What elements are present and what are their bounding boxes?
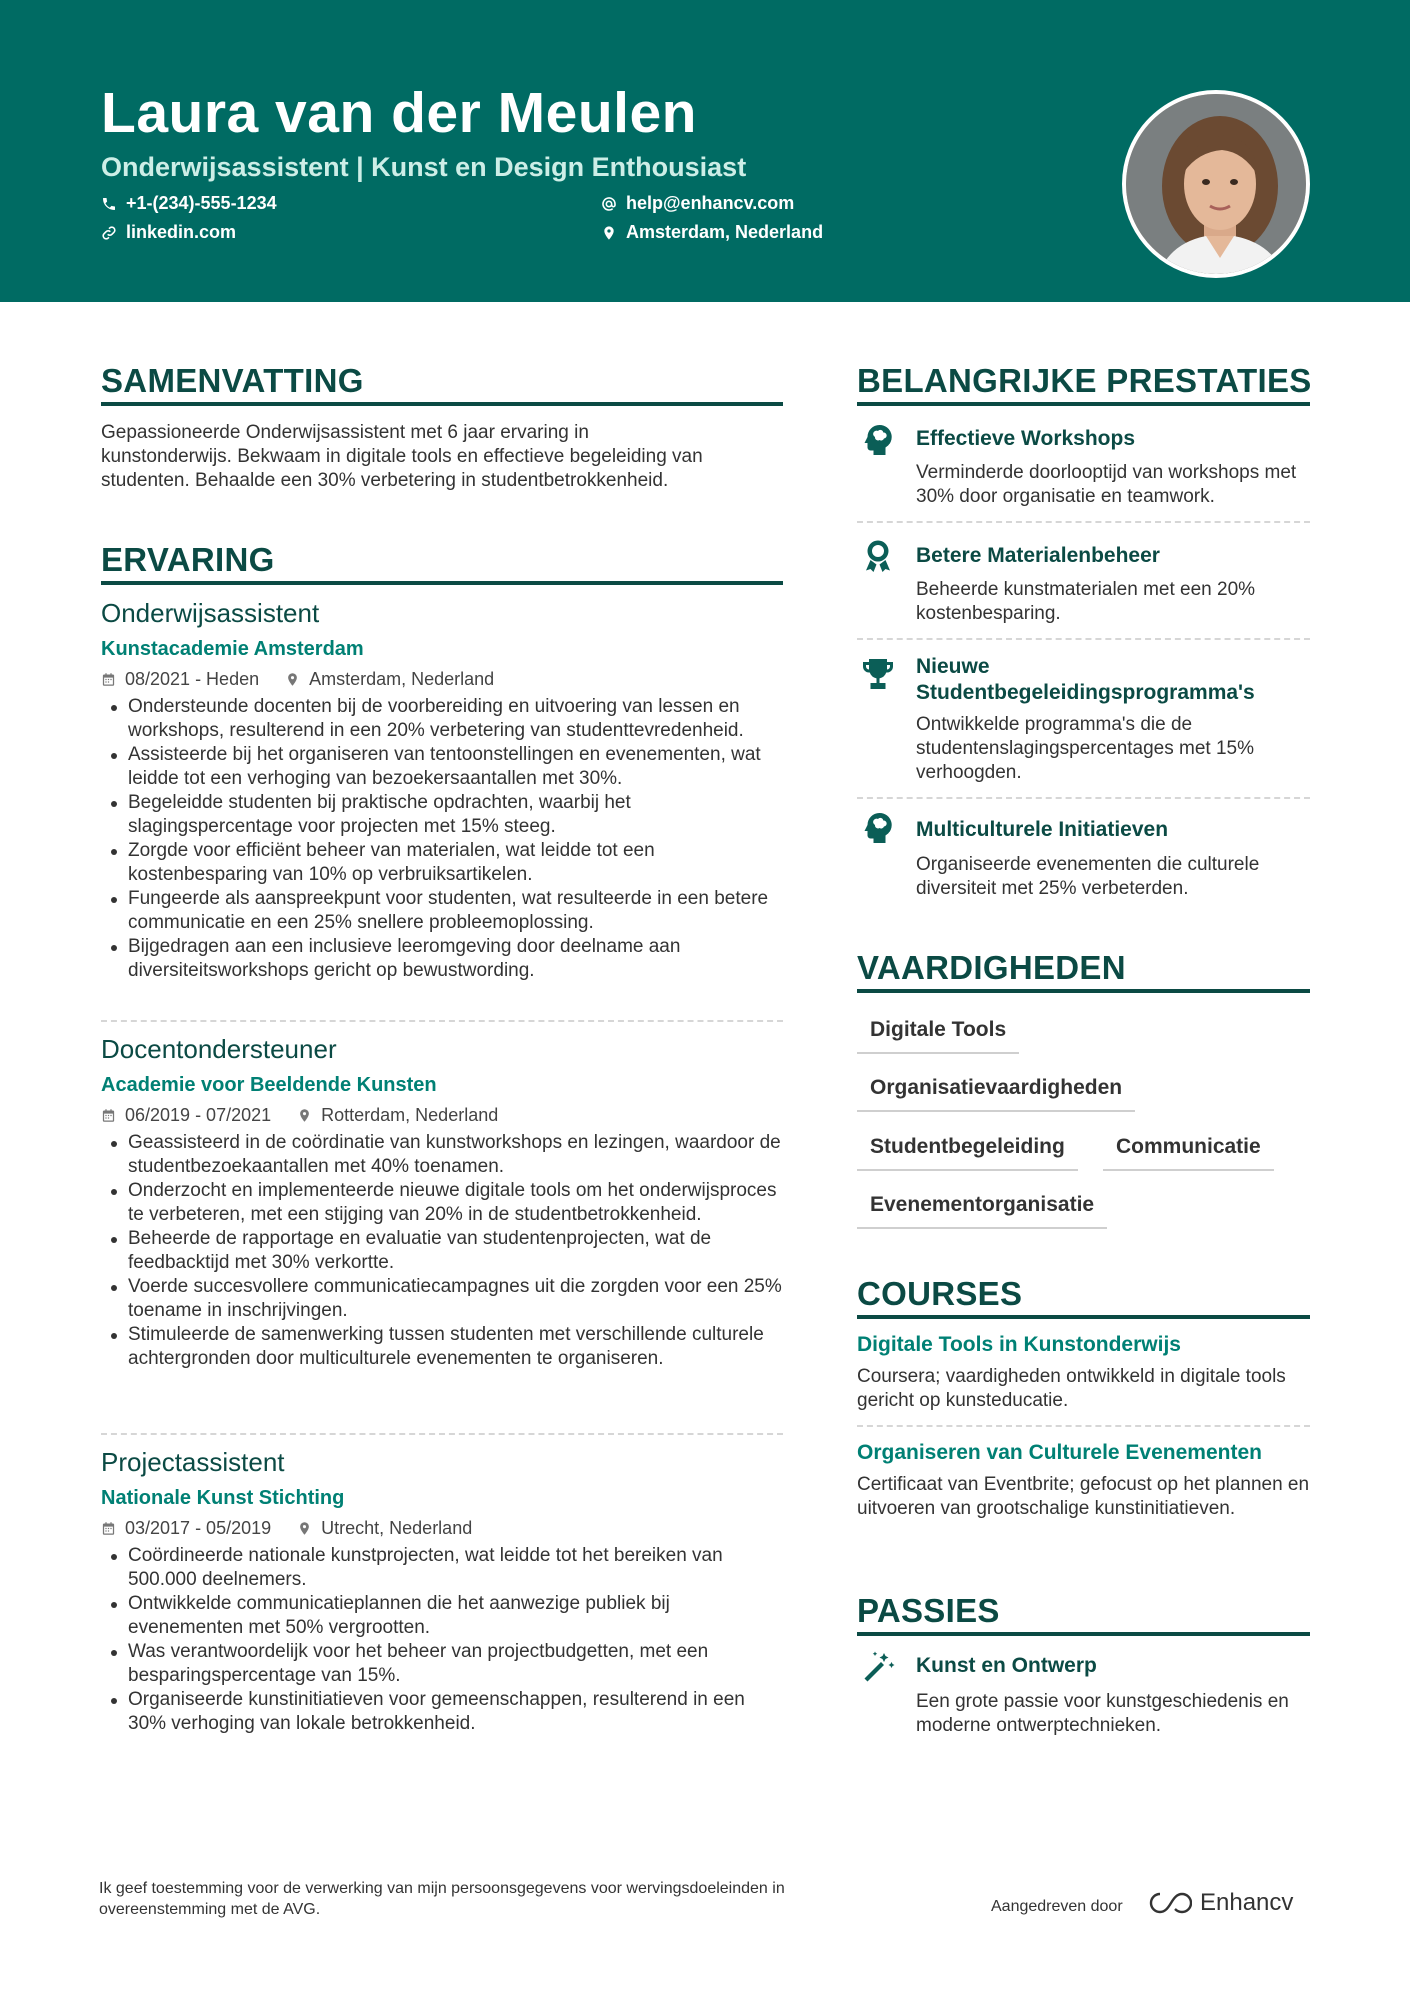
achievement-title: Effectieve Workshops <box>916 427 1136 450</box>
list-item: Stimuleerde de samenwerking tussen studenten met verschillende culturele achtergronden door multiculturele evenementen te organiseren. <box>101 1323 783 1371</box>
summary-heading: SAMENVATTING <box>101 362 364 399</box>
passions-rule <box>857 1632 1310 1636</box>
job-role: Onderwijsassistent <box>101 598 320 628</box>
head-brain-icon <box>860 810 896 846</box>
job-meta <box>101 1105 524 1126</box>
contact-location <box>601 222 823 243</box>
achievement-title: Nieuwe Studentbegeleidingsprogramma's <box>916 655 1255 704</box>
skill-tag: Communicatie <box>1103 1135 1274 1171</box>
passion-title: Kunst en Ontwerp <box>916 1654 1097 1677</box>
list-item: Ontwikkelde communicatieplannen die het aanwezige publiek bij evenementen met 50% vergrootten. <box>101 1592 783 1640</box>
divider <box>857 638 1310 640</box>
at-icon <box>601 196 617 212</box>
list-item: Coördineerde nationale kunstprojecten, wat leidde tot het bereiken van 500.000 deelnemers. <box>101 1544 783 1592</box>
brand-logo[interactable] <box>1146 1889 1293 1917</box>
linkedin-text: linkedin.com <box>126 222 237 242</box>
job-dates: 08/2021 - Heden <box>125 669 260 689</box>
job-bullets <box>101 1131 783 1371</box>
achievement-description: Ontwikkelde programma's die de studentenslagingspercentages met 15% verhoogden. <box>916 714 1255 783</box>
achievement-description: Organiseerde evenementen die culturele diversiteit met 25% verbeterden. <box>916 854 1260 899</box>
course-description: Certificaat van Eventbrite; gefocust op het plannen en uitvoeren van grootschalige kunstinitiatieven. <box>857 1474 1310 1519</box>
powered-by-text: Aangedreven door <box>991 1898 1123 1915</box>
brand-name: Enhancv <box>1200 1889 1294 1916</box>
experience-heading: ERVARING <box>101 541 275 578</box>
portrait-photo <box>1126 94 1310 278</box>
job-company: Kunstacademie Amsterdam <box>101 638 364 660</box>
course-title: Digitale Tools in Kunstonderwijs <box>857 1333 1181 1356</box>
divider <box>857 1425 1310 1427</box>
contact-linkedin[interactable] <box>101 222 236 243</box>
candidate-name: Laura van der Meulen <box>101 81 698 145</box>
contact-email[interactable] <box>601 193 794 214</box>
job-location: Amsterdam, Nederland <box>309 669 495 689</box>
trophy-icon <box>860 656 896 692</box>
location-pin-icon <box>297 1521 312 1536</box>
courses-heading: COURSES <box>857 1275 1023 1312</box>
contact-phone[interactable] <box>101 193 277 214</box>
divider <box>101 1433 783 1435</box>
summary-line: kunstonderwijs. Bekwaam in digitale tools en effectieve begeleiding van <box>101 446 703 467</box>
list-item: Beheerde de rapportage en evaluatie van studentenprojecten, wat de feedbacktijd met 30% verkortte. <box>101 1227 783 1275</box>
experience-rule <box>101 581 783 585</box>
achievements-rule <box>857 402 1310 406</box>
achievements-heading: BELANGRIJKE PRESTATIES <box>857 362 1312 399</box>
list-item: Ondersteunde docenten bij de voorbereiding en uitvoering van lessen en workshops, resulterend in een 20% verbetering van studenttevredenheid. <box>101 695 783 743</box>
skill-tag: Digitale Tools <box>857 1018 1019 1054</box>
avatar <box>1122 90 1310 278</box>
divider <box>101 1020 783 1022</box>
location-pin-icon <box>285 672 300 687</box>
job-role: Projectassistent <box>101 1447 285 1477</box>
list-item: Zorgde voor efficiënt beheer van materialen, wat leidde tot een kostenbesparing van 10% op verbruiksartikelen. <box>101 839 783 887</box>
list-item: Bijgedragen aan een inclusieve leeromgeving door deelname aan diversiteitsworkshops gericht op bewustwording. <box>101 935 783 983</box>
location-text: Amsterdam, Nederland <box>626 222 824 242</box>
summary-rule <box>101 402 783 406</box>
achievement-title: Betere Materialenbeheer <box>916 544 1160 567</box>
courses-rule <box>857 1315 1310 1319</box>
head-brain-icon <box>860 422 896 458</box>
job-dates: 06/2019 - 07/2021 <box>125 1105 272 1125</box>
divider <box>857 797 1310 799</box>
passion-description: Een grote passie voor kunstgeschiedenis en moderne ontwerptechnieken. <box>916 1691 1289 1736</box>
list-item: Onderzocht en implementeerde nieuwe digitale tools om het onderwijsproces te verbeteren, met een stijging van 20% in de studentbetrokkenheid. <box>101 1179 783 1227</box>
list-item: Geassisteerd in de coördinatie van kunstworkshops en lezingen, waardoor de studentbezoekaantallen met 40% toenamen. <box>101 1131 783 1179</box>
calendar-icon <box>101 1108 116 1123</box>
list-item: Organiseerde kunstinitiatieven voor gemeenschappen, resulterend in een 30% verhoging van lokale betrokkenheid. <box>101 1688 783 1736</box>
achievement-title: Multiculturele Initiatieven <box>916 818 1169 841</box>
skill-tag: Organisatievaardigheden <box>857 1076 1135 1112</box>
job-meta <box>101 669 520 690</box>
phone-icon <box>101 196 117 212</box>
candidate-title: Onderwijsassistent | Kunst en Design Enthousiast <box>101 152 747 182</box>
list-item: Voerde succesvollere communicatiecampagnes uit die zorgden voor een 25% toename in inschrijvingen. <box>101 1275 783 1323</box>
list-item: Was verantwoordelijk voor het beheer van projectbudgetten, met een besparingspercentage van 15%. <box>101 1640 783 1688</box>
link-icon <box>101 225 117 241</box>
job-company: Nationale Kunst Stichting <box>101 1487 345 1509</box>
award-ribbon-icon <box>860 539 896 575</box>
skills-rule <box>857 989 1310 993</box>
consent-text: Ik geef toestemming voor de verwerking van mijn persoonsgegevens voor wervingsdoeleinden in overeenstemming met de AVG. <box>99 1880 785 1918</box>
job-location: Utrecht, Nederland <box>321 1518 473 1538</box>
summary-line: Gepassioneerde Onderwijsassistent met 6 jaar ervaring in <box>101 422 589 443</box>
achievement-description: Verminderde doorlooptijd van workshops met 30% door organisatie en teamwork. <box>916 462 1297 507</box>
course-description: Coursera; vaardigheden ontwikkeld in digitale tools gericht op kunsteducatie. <box>857 1366 1286 1411</box>
list-item: Begeleidde studenten bij praktische opdrachten, waarbij het slagingspercentage voor projecten met 15% steeg. <box>101 791 783 839</box>
svg-text:1: 1 <box>875 548 881 559</box>
phone-text: +1-(234)-555-1234 <box>126 193 277 213</box>
divider <box>857 521 1310 523</box>
job-dates: 03/2017 - 05/2019 <box>125 1518 272 1538</box>
list-item: Fungeerde als aanspreekpunt voor studenten, wat resulteerde in een betere communicatie en een 25% snellere probleemoplossing. <box>101 887 783 935</box>
job-role: Docentondersteuner <box>101 1034 337 1064</box>
job-bullets <box>101 1544 783 1736</box>
summary-text <box>101 421 801 493</box>
job-company: Academie voor Beeldende Kunsten <box>101 1074 437 1096</box>
enhancv-logo-icon <box>1146 1890 1192 1916</box>
location-pin-icon <box>601 225 617 241</box>
email-text: help@enhancv.com <box>626 193 795 213</box>
skill-tag: Evenementorganisatie <box>857 1193 1107 1229</box>
job-bullets <box>101 695 783 983</box>
header <box>0 0 1410 302</box>
location-pin-icon <box>297 1108 312 1123</box>
skill-tag: Studentbegeleiding <box>857 1135 1078 1171</box>
passions-heading: PASSIES <box>857 1592 1000 1629</box>
magic-wand-icon <box>860 1650 896 1686</box>
job-meta <box>101 1518 498 1539</box>
calendar-icon <box>101 1521 116 1536</box>
job-location: Rotterdam, Nederland <box>321 1105 499 1125</box>
calendar-icon <box>101 672 116 687</box>
list-item: Assisteerde bij het organiseren van tentoonstellingen en evenementen, wat leidde tot een verhoging van bezoekersaantallen met 30%. <box>101 743 783 791</box>
achievement-description: Beheerde kunstmaterialen met een 20% kostenbesparing. <box>916 579 1256 624</box>
summary-line: studenten. Behaalde een 30% verbetering in studentbetrokkenheid. <box>101 470 669 491</box>
skills-heading: VAARDIGHEDEN <box>857 949 1126 986</box>
course-title: Organiseren van Culturele Evenementen <box>857 1441 1262 1464</box>
